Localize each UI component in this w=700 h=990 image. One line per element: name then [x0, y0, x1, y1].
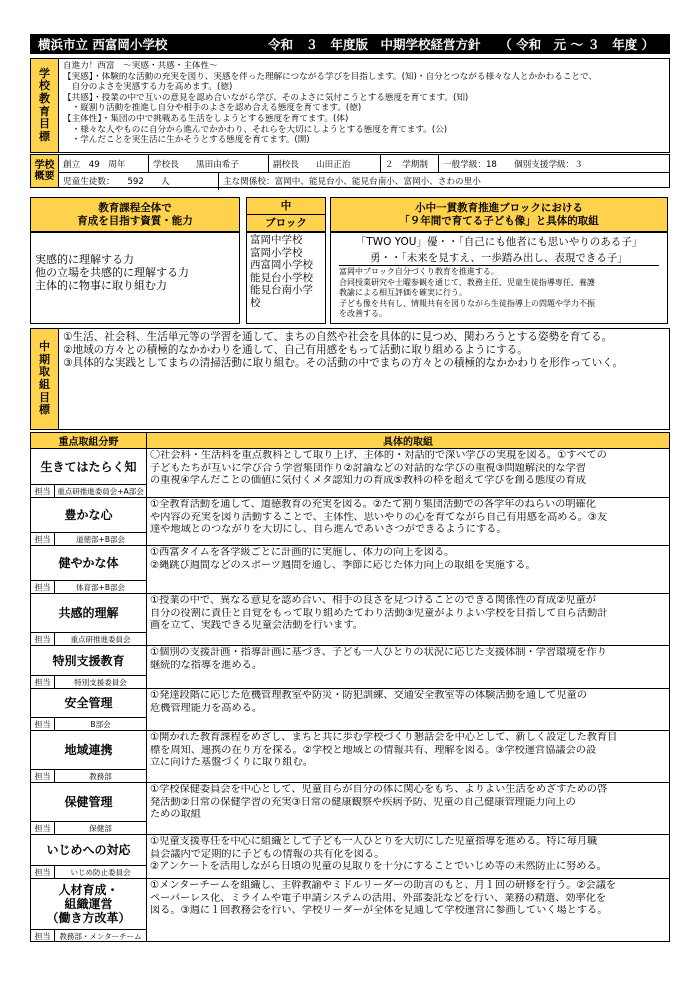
focus-action-line: ための取組 [150, 809, 201, 821]
focus-area-name: 健やかな体 [58, 556, 119, 570]
focus-owner [31, 717, 146, 730]
ideal-child-body [330, 232, 668, 324]
focus-action-line: 標を周知、連携の在り方を探る。②学校と地域との情報共有、理解を図る。③学校運営協議会の設 [150, 744, 597, 756]
focus-row [31, 731, 669, 783]
focus-owner [31, 675, 146, 688]
focus-row [31, 835, 669, 879]
school-overview-label: 学校 概要 [31, 155, 59, 187]
motto-line-2: 勇・・「未来を見すえ、一歩踏み出し、表現できる子」 [339, 249, 659, 266]
owner-value: 重点研推進委員会+A部会 [57, 486, 144, 496]
focus-owner [31, 484, 146, 497]
focus-actions [147, 546, 669, 593]
owner-label: 担当 [31, 633, 55, 645]
focus-action-line: 発活動②日常の保健学習の充実③日常の健康観察や疾病予防、児童の自己健康管理能力向上の [150, 796, 576, 808]
focus-actions [147, 594, 669, 645]
focus-actions [147, 689, 669, 730]
focus-area-name: 共感的理解 [58, 606, 119, 620]
focus-row [31, 689, 669, 731]
owner-label: 担当 [31, 718, 55, 730]
focus-row [31, 449, 669, 498]
owner-value: 教務部 [89, 771, 112, 781]
focus-action-line: 立に向けた基盤づくりに取り組む。 [150, 757, 313, 769]
page-header [30, 34, 670, 54]
focus-actions [147, 879, 669, 942]
focus-action-line: ①児童支援専任を中心に組織として子ども一人ひとりを大切にした児童指導を進める。特に毎月職 [150, 836, 598, 847]
focus-action-line: ②アンケートを活用しながら日頃の児童の見取りを十分にすることでいじめ等の未然防止に努める。 [150, 861, 607, 873]
focus-action-line: ②縄跳び週間などのスポーツ週間を通し、季節に応じた体力向上の取組を実施する。 [150, 559, 536, 571]
focus-owner [31, 821, 146, 834]
ideal-description: 富岡中ブロック自分づくり教育を推進する。 合同授業研究や土曜参観を通じて、教務主任、児童生徒指導専任、養護 教諭による相互評価を確実に行う。 子ども像を共有し、情報共有を図りながら生徒指導上の問題や学力不振 を改善する。 [339, 267, 595, 318]
focus-area-cell [31, 783, 147, 834]
focus-action-line: ①メンターチームを組織し、主幹教諭やミドルリーダーの助言のもと、月１回の研修を行う。②会議を [150, 880, 617, 891]
focus-owner [31, 929, 146, 942]
focus-owner [31, 865, 146, 878]
school-goals-section [30, 58, 670, 153]
overview-row-2: 児童生徒数： 592 人 主な関係校：富岡中、能見台小、能見台南小、富岡小、さわの里小 [59, 172, 669, 189]
owner-value: 体育部+B部会 [76, 582, 125, 592]
focus-action-line: ①西富タイムを各学級ごとに計画的に実施し、体力の向上を図る。 [150, 547, 455, 558]
focus-action-line: や内容の充実を図り活動することで、主体性、思いやりの心を育てながら自己有用感を高める。③友 [150, 511, 608, 523]
owner-label: 担当 [31, 822, 55, 834]
focus-action-line: 図る。③週に１回教務会を行い、学校リーダーが全体を見通して学校運営に参画していく場とする。 [150, 905, 608, 917]
focus-row [31, 879, 669, 942]
focus-area-cell [31, 835, 147, 878]
owner-label: 担当 [31, 930, 55, 942]
focus-row [31, 594, 669, 646]
motto-line-1: 「TWO YOU」優・・「自己にも他者にも思いやりのある子」 [355, 236, 643, 248]
school-goals-text: 自進力！西富 ～実感・共感・主体性～ 【実感】・体験的な活動の充実を図り、実感を伴った理解につながる学びを目指します。(知)・自分とつながる様々な人とかかわることで、 自分のよさを実感する力を高めます。(徳) 【共感】・授業の中で互いの意見を認め合いながら学び、そのよさに気付こうとする態度を育てます。(知) ・縦割り活動を推進し自分や相手のよさを認め合える態度を育てます。(徳) 【主体性】・集団の中で挑戦ある生活をしようとする態度を育てます。(体) ・様々な人やものに自分から進んでかかわり、それらを大切にしようとする態度を育てます。(公) ・学んだことを実生活に生かそうとする態度を育てます。(開) [63, 61, 598, 146]
focus-row [31, 498, 669, 546]
qualities-heading: 教育課程全体で 育成を目指す資質・能力 [30, 197, 240, 232]
focus-area-name: 保健管理 [64, 795, 113, 809]
owner-value: 道徳部+B部会 [76, 534, 125, 544]
school-name: 横浜市立 西富岡小学校 [38, 37, 168, 52]
focus-actions [147, 783, 669, 834]
owner-value: 特別支援委員会 [74, 677, 127, 687]
owner-value: 保健部 [89, 823, 112, 833]
owner-value: 教務部・メンターチーム [59, 931, 142, 941]
focus-table [30, 432, 670, 942]
ideal-child-heading: 小中一貫教育推進ブロックにおける 「９年間で育てる子ども像」と具体的取組 [330, 197, 668, 232]
focus-area-name: 豊かな心 [64, 508, 113, 522]
block-heading: 中 ブロック [246, 197, 326, 232]
qualities-list: 実感的に理解する力 他の立場を共感的に理解する力 主体的に物事に取り組む力 [30, 232, 240, 324]
owner-value: いじめ防止委員会 [70, 867, 131, 877]
focus-action-line: ①個別の支援計画・指導計画に基づき、子ども一人ひとりの状況に応じた支援体制・学習環境を作り [150, 647, 607, 658]
focus-owner [31, 580, 146, 593]
focus-area-name: 生きてはたらく知 [40, 459, 137, 474]
focus-actions [147, 731, 669, 782]
midterm-goals-text: ①生活、社会科、生活単元等の学習を通して、まちの自然や社会を具体的に見つめ、関わろうとする姿勢を育てる。 ②地域の方々との積極的なかかわりを通して、自己有用感をもって活動に取り組めるようにする。 ③具体的な実践としてまちの清掃活動に取り組む。その活動の中でまちの方々との積極的なかかわりを形作っていく。 [63, 331, 624, 369]
focus-action-line: ①授業の中で、異なる意見を認め合い、相手の良さを見つけることのできる関係性の育成②児童が [150, 595, 596, 606]
focus-area-name: 地域連携 [64, 743, 113, 757]
focus-actions [147, 646, 669, 688]
focus-action-line: 継続的な指導を進める。 [150, 659, 263, 671]
owner-label: 担当 [31, 770, 55, 782]
owner-label: 担当 [31, 866, 55, 878]
focus-area-cell [31, 594, 147, 645]
focus-table-header: 重点取組分野 具体的取組 [31, 433, 669, 449]
owner-label: 担当 [31, 676, 55, 688]
focus-area-cell [31, 449, 147, 497]
focus-owner [31, 769, 146, 782]
focus-actions [147, 498, 669, 545]
block-schools-list: 富岡中学校 富岡小学校 西富岡小学校 能見台小学校 能見台南小学 校 [246, 232, 326, 324]
owner-label: 担当 [31, 485, 55, 497]
focus-owner [31, 632, 146, 645]
focus-action-line: ①全教育活動を通して、道徳教育の充実を図る。②たて割り集団活動での各学年のねらいの明確化 [150, 499, 596, 510]
focus-actions [147, 835, 669, 878]
focus-area-cell [31, 498, 147, 545]
plan-title: 令和 ３ 年度版 中期学校経営方針 （ 令和 元 ～ ３ 年度 ） [268, 37, 655, 52]
focus-row [31, 783, 669, 835]
focus-action-line: ①学校保健委員会を中心として、児童自らが自分の体に関心をもち、よりよい生活をめざすための啓 [150, 784, 608, 795]
owner-label: 担当 [31, 581, 55, 593]
focus-area-name: 安全管理 [64, 696, 113, 710]
focus-area-cell [31, 546, 147, 593]
focus-action-line: 自分の役割に責任と自覚をもって取り組めたてわり活動③児童がよりよい学校を目指して自ら活動計 [150, 607, 608, 619]
owner-value: B部会 [90, 719, 111, 729]
focus-action-line: 子どもたちが互いに学び合う学習集団作り②討論などの対話的な学びの重視③問題解決的な学習 [150, 462, 586, 474]
focus-action-line: 危機管理能力を高める。 [150, 702, 263, 714]
focus-area-cell [31, 646, 147, 688]
focus-action-line: 〇社会科・生活科を重点教科として取り上げ、主体的・対話的で深い学びの実現を図る。①すべての [150, 450, 607, 461]
focus-action-line: 達や地域とのつながりを大切にし、自ら進んであいさつができるようにする。 [150, 524, 507, 536]
overview-row-1: 創立 49 周年 学校長 黒田由希子 副校長 山田正治 ２ 学期制 一般学級：18 個別支援学級：３ [59, 155, 669, 172]
school-overview-section [30, 154, 670, 188]
focus-row [31, 646, 669, 689]
owner-label: 担当 [31, 533, 55, 545]
focus-row [31, 546, 669, 594]
focus-action-line: の重視④学んだことの価値に気付くメタ認知力の育成⑤教科の枠を超えて学びを創る態度の育成 [150, 475, 586, 487]
midterm-goals-section [30, 328, 670, 430]
school-goals-label: 学 校 教 育 目 標 [31, 59, 59, 152]
focus-action-line: 画を立て、実践できる児童会活動を行います。 [150, 620, 363, 632]
focus-action-line: ①発達段階に応じた危機管理教室や防災・防犯訓練、交通安全教室等の体験活動を通して児童の [150, 690, 588, 701]
midterm-goals-label: 中 期 取 組 目 標 [31, 329, 59, 429]
focus-area-cell [31, 731, 147, 782]
focus-action-line: 員会議内で定期的に子どもの情報の共有化を図る。 [150, 848, 385, 860]
focus-owner [31, 532, 146, 545]
focus-area-name: 特別支援教育 [52, 653, 125, 668]
focus-area-cell [31, 879, 147, 942]
focus-action-line: ①開かれた教育課程をめざし、まちと共に歩む学校づくり懇話会を中心として、新しく設定した教育目 [150, 732, 618, 743]
focus-area-cell [31, 689, 147, 730]
focus-area-name: いじめへの対応 [46, 843, 131, 857]
focus-actions [147, 449, 669, 497]
focus-area-name: 人材育成・ 組織運営 （働き方改革） [46, 883, 131, 925]
focus-action-line: ペーパーレス化、ミライムや電子申請システムの活用、外部委託などを行い、業務の精選、効率化を [150, 892, 607, 904]
owner-value: 重点研推進委員会 [70, 634, 131, 644]
